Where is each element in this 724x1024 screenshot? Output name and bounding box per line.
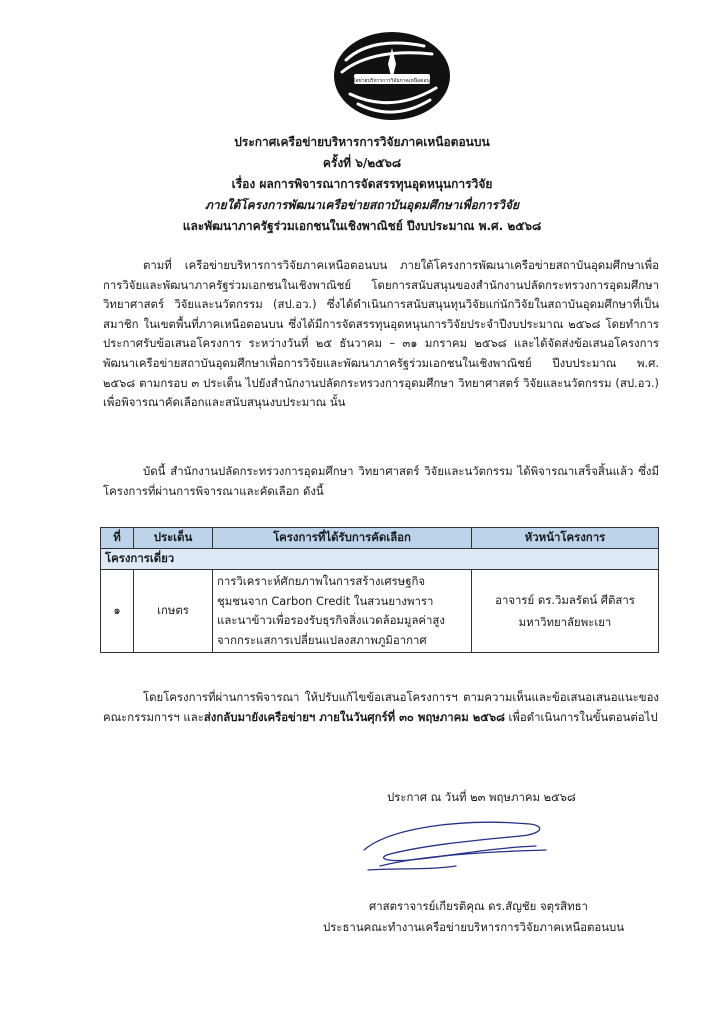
- project-line: ชุมชนจาก Carbon Credit ในสวนยางพารา: [217, 593, 434, 608]
- row-issue: เกษตร: [134, 570, 213, 653]
- paragraph-instruction-text: โดยโครงการที่ผ่านการพิจารณา ให้ปรับแก้ไขข้อเสนอโครงการฯ ตามความเห็นและข้อเสนอเสนอแนะของคณะกรรมการฯ และ: [103, 690, 659, 724]
- col-header-no: ที่: [101, 528, 134, 549]
- table-header-row: [101, 528, 659, 549]
- paragraph-background-text: ตามที่ เครือข่ายบริหารการวิจัยภาคเหนือตอนบน ภายใต้โครงการพัฒนาเครือข่ายสถาบันอุดมศึกษาเพื่อการวิจัยและพัฒนาภาครัฐร่วมเอกชนในเชิงพาณิชย์ โดยการสนับสนุนของสำนักงานปลัดกระทรวงการอุดมศึกษา วิทยาศาสตร์ วิจัยและนวัตกรรม (สป.อว.) ซึ่งได้ดำเนินการสนับสนุนทุนวิจัยแก่นักวิจัยในสถาบันอุดมศึกษาที่เป็นสมาชิก ในเขตพื้นที่ภาคเหนือตอนบน ซึ่งได้มีการจัดสรรทุนอุดหนุนการวิจัยประจำปีงบประมาณ ๒๕๖๘ โดยทำการประกาศรับข้อเสนอโครงการ ระหว่างวันที่ ๒๕ ธันวาคม – ๓๑ มกราคม ๒๕๖๘ และได้จัดส่งข้อเสนอโครงการพัฒนาเครือข่ายสถาบันอุดมศึกษาเพื่อการวิจัยและพัฒนาภาครัฐร่วมเอกชนในเชิงพาณิชย์ ปีงบประมาณ พ.ศ. ๒๕๖๘ ตามกรอบ ๓ ประเด็น ไปยังสำนักงานปลัดกระทรวงการอุดมศึกษา วิทยาศาสตร์ วิจัยและนวัตกรรม (สป.อว.) เพื่อพิจารณาคัดเลือกและสนับสนุนงบประมาณ นั้น: [103, 258, 659, 410]
- paragraph-instruction-tail: เพื่อดำเนินการในขั้นตอนต่อไป: [504, 709, 658, 724]
- announcement-title: ประกาศเครือข่ายบริหารการวิจัยภาคเหนือตอนบน: [234, 135, 490, 149]
- col-header-issue: ประเด็น: [134, 528, 213, 549]
- project-line: และนาข้าวเพื่อรองรับธุรกิจสิ่งแวดล้อมมูลค่าสูง: [217, 613, 445, 627]
- announcement-date: ประกาศ ณ วันที่ ๒๓ พฤษภาคม ๒๕๖๘: [387, 790, 576, 804]
- table-row: [101, 570, 659, 653]
- lead-name: อาจารย์ ดร.วิมลรัตน์ ศีติสาร: [495, 593, 635, 607]
- announcement-subject: เรื่อง ผลการพิจารณาการจัดสรรทุนอุดหนุนการวิจัย: [231, 177, 493, 191]
- signer-name: ศาสตราจารย์เกียรติคุณ ดร.สัญชัย จตุรสิทธา: [369, 899, 588, 913]
- signature-image: [360, 810, 550, 880]
- announcement-subject-line3: และพัฒนาภาครัฐร่วมเอกชนในเชิงพาณิชย์ ปีงบประมาณ พ.ศ. ๒๕๖๘: [182, 219, 542, 233]
- selected-projects-table: [100, 527, 659, 653]
- announcement-subject-line2: ภายใต้โครงการพัฒนาเครือข่ายสถาบันอุดมศึกษาเพื่อการวิจัย: [204, 198, 520, 212]
- project-line: จากกระแสการเปลี่ยนแปลงสภาพภูมิอากาศ: [217, 632, 427, 647]
- row-lead: [472, 570, 659, 653]
- announcement-number: ครั้งที่ ๖/๒๕๖๘: [322, 156, 402, 170]
- signer-position: ประธานคณะทำงานเครือข่ายบริหารการวิจัยภาคเหนือตอนบน: [323, 920, 625, 934]
- lead-organization: มหาวิทยาลัยพะเยา: [518, 615, 612, 629]
- row-project: [213, 570, 472, 653]
- table-section-row: [101, 549, 659, 570]
- paragraph-background: [103, 256, 659, 413]
- project-line: การวิเคราะห์ศักยภาพในการสร้างเศรษฐกิจ: [217, 574, 426, 588]
- col-header-project: โครงการที่ได้รับการคัดเลือก: [213, 528, 472, 549]
- paragraph-result: [103, 462, 659, 501]
- paragraph-instruction: [103, 688, 659, 727]
- logo-text: เครือข่ายบริหารการวิจัยภาคเหนือตอนบน: [347, 78, 437, 84]
- deadline-text: ส่งกลับมายังเครือข่ายฯ ภายในวันศุกร์ที่ ๓๐ พฤษภาคม ๒๕๖๘: [203, 709, 505, 724]
- network-logo: [332, 30, 452, 122]
- col-header-lead: หัวหน้าโครงการ: [472, 528, 659, 549]
- paragraph-result-text: บัดนี้ สำนักงานปลัดกระทรวงการอุดมศึกษา วิทยาศาสตร์ วิจัยและนวัตกรรม ได้พิจารณาเสร็จสิ้นแล้ว ซึ่งมีโครงการที่ผ่านการพิจารณาและคัดเลือก ดังนี้: [103, 464, 659, 498]
- section-label: โครงการเดี่ยว: [101, 549, 659, 570]
- row-number: ๑: [101, 570, 134, 653]
